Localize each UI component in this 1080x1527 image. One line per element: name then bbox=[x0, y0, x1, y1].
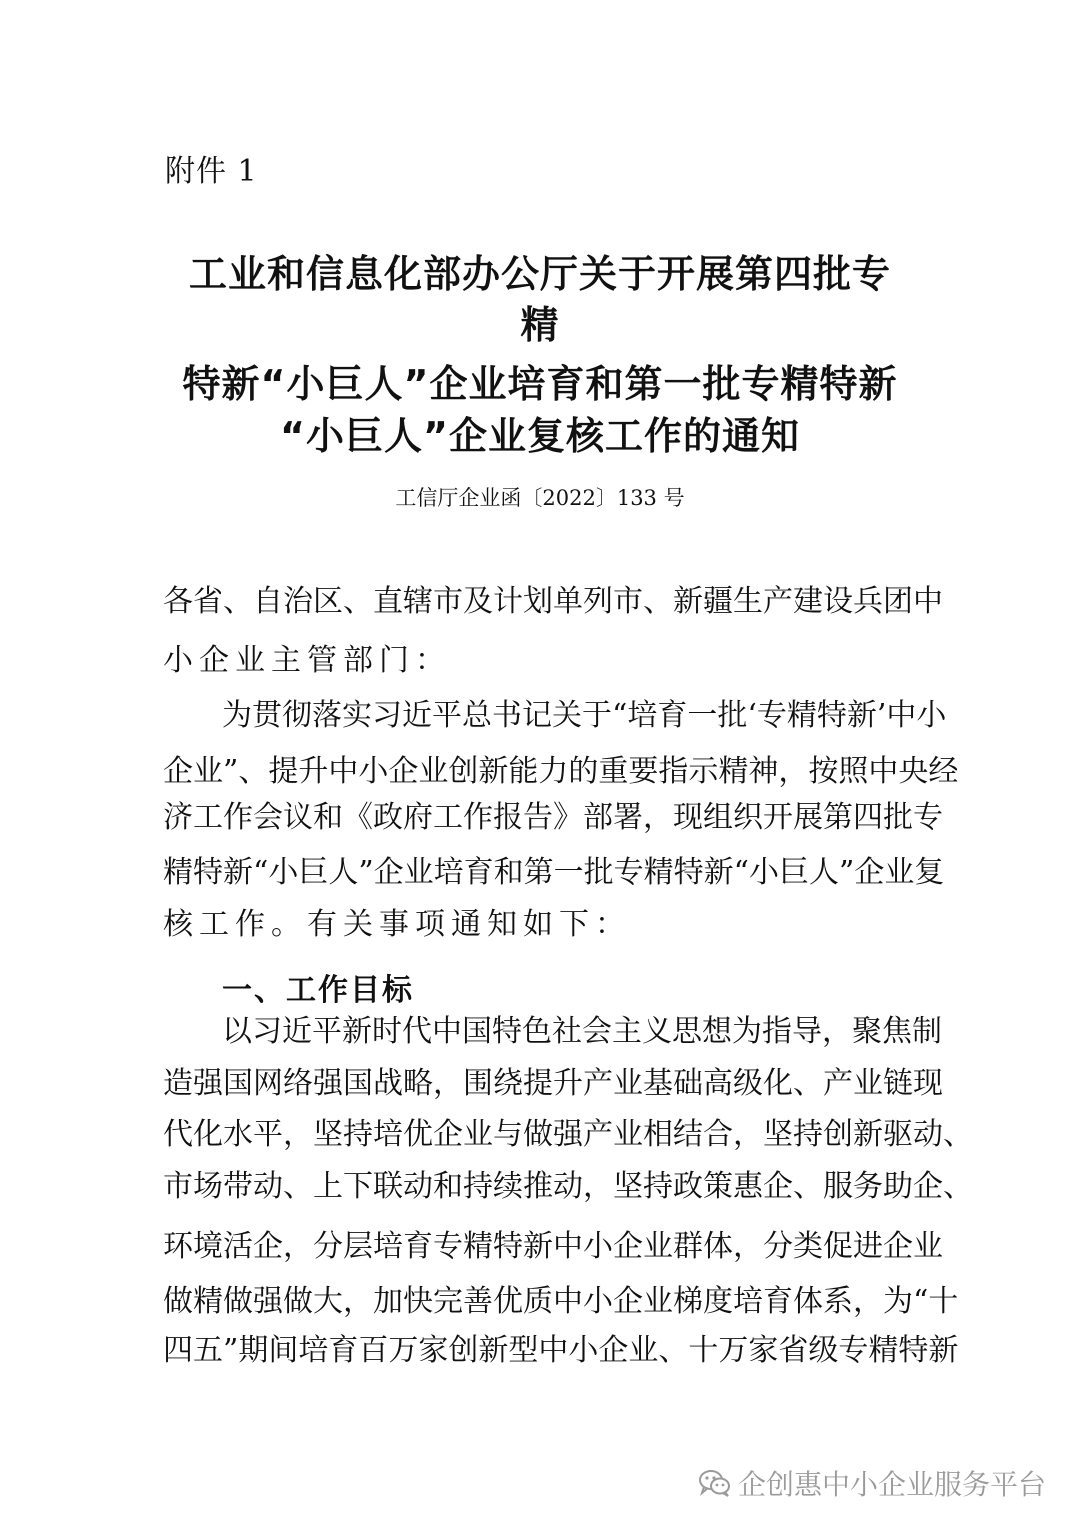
title-line-4: “小巨人”企业复核工作的通知 bbox=[280, 414, 800, 458]
section-line: 造强国网络强国战略，围绕提升产业基础高级化、产业链现 bbox=[163, 1066, 943, 1101]
document-number: 工信厅企业函〔2022〕133 号 bbox=[395, 486, 685, 510]
section-line: 代化水平，坚持培优企业与做强产业相结合，坚持创新驱动、 bbox=[163, 1117, 973, 1152]
title-line-1: 工业和信息化部办公厅关于开展第四批专 bbox=[188, 252, 891, 296]
section-line: 四五”期间培育百万家创新型中小企业、十万家省级专精特新 bbox=[163, 1333, 959, 1368]
watermark bbox=[698, 1463, 1046, 1503]
section-line: 做精做强做大，加快完善优质中小企业梯度培育体系，为“十 bbox=[163, 1284, 959, 1319]
wechat-icon bbox=[698, 1468, 732, 1498]
title-line-3: 特新“小巨人”企业培育和第一批专精特新 bbox=[182, 362, 898, 406]
intro-line: 精特新“小巨人”企业培育和第一批专精特新“小巨人”企业复 bbox=[163, 855, 945, 890]
addressee-line: 小企业主管部门： bbox=[163, 643, 451, 678]
section-line: 以习近平新时代中国特色社会主义思想为指导，聚焦制 bbox=[222, 1014, 942, 1049]
title-line-2: 精 bbox=[520, 303, 560, 347]
intro-line: 企业”、提升中小企业创新能力的重要指示精神，按照中央经 bbox=[163, 754, 959, 789]
intro-line: 为贯彻落实习近平总书记关于“培育一批‘专精特新’中小 bbox=[222, 698, 947, 733]
attachment-label: 附件 1 bbox=[165, 154, 258, 189]
watermark-text: 企创惠中小企业服务平台 bbox=[737, 1468, 1046, 1501]
intro-line: 济工作会议和《政府工作报告》部署，现组织开展第四批专 bbox=[163, 800, 943, 835]
section-heading: 一、工作目标 bbox=[222, 973, 414, 1008]
intro-line: 核工作。有关事项通知如下： bbox=[163, 907, 631, 942]
section-line: 市场带动、上下联动和持续推动，坚持政策惠企、服务助企、 bbox=[163, 1169, 973, 1204]
addressee-line: 各省、自治区、直辖市及计划单列市、新疆生产建设兵团中 bbox=[163, 584, 943, 619]
section-line: 环境活企，分层培育专精特新中小企业群体，分类促进企业 bbox=[163, 1229, 943, 1264]
